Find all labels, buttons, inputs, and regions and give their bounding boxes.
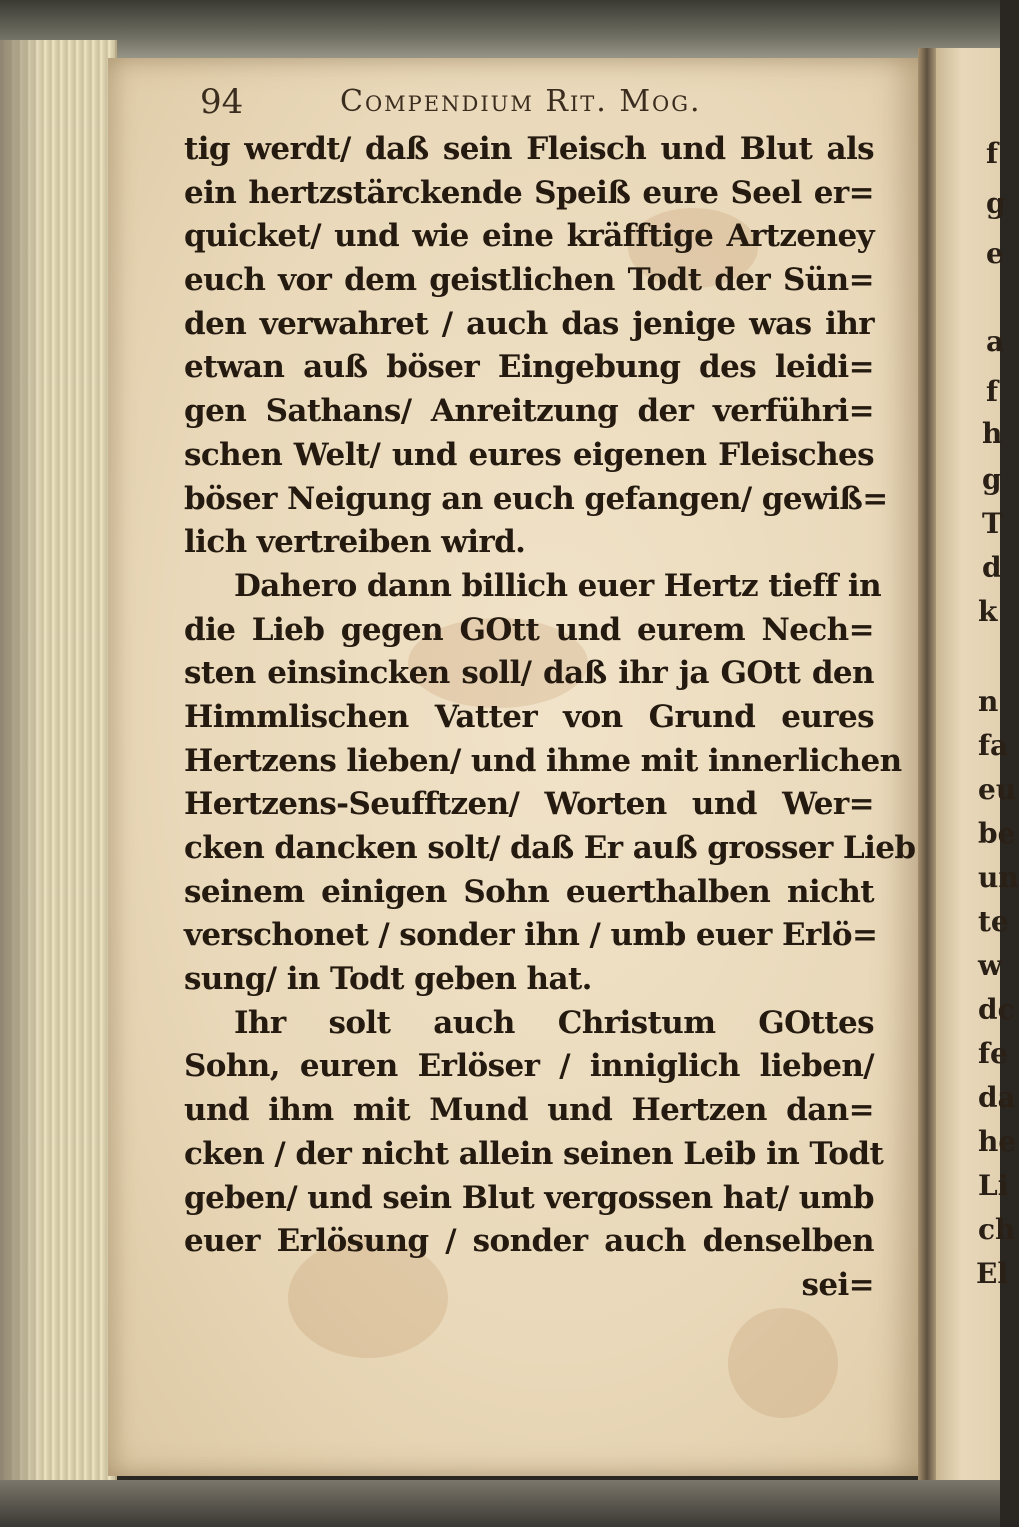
facing-page-fragment: a [986, 325, 1005, 358]
facing-page [936, 48, 1019, 1488]
text-line: Sohn, euren Erlöser / inniglich lieben/ [184, 1048, 874, 1085]
text-line: Himmlischen Vatter von Grund eures [184, 698, 874, 735]
facing-page-fragment: un [978, 861, 1019, 894]
facing-page-fragment: g [986, 187, 1006, 220]
text-line: geben/ und sein Blut vergossen hat/ umb [184, 1179, 874, 1216]
facing-page-fragment: da [978, 1081, 1016, 1114]
facing-page-fragment: fe [978, 1037, 1008, 1070]
facing-page-fragment: f [986, 375, 999, 408]
facing-page-fragment: fa [978, 729, 1009, 762]
text-line: ein hertzstärckende Speiß eure Seel er= [184, 174, 874, 211]
facing-page-fragment: ch [978, 1213, 1016, 1246]
body-text [184, 128, 916, 1308]
book-gutter [918, 48, 938, 1488]
book-cover-top [0, 0, 1000, 60]
text-line: cken dancken solt/ daß Er auß grosser Lieb [184, 830, 916, 866]
running-head: Compendium Rit. Mog. [340, 84, 702, 119]
text-line: seinem einigen Sohn euerthalben nicht [184, 873, 874, 910]
text-line: euer Erlösung / sonder auch denselben [184, 1223, 874, 1260]
catchword: sei= [801, 1266, 874, 1303]
text-line: gen Sathans/ Anreitzung der verführi= [184, 393, 874, 430]
text-line: böser Neigung an euch gefangen/ gewiß= [184, 480, 888, 517]
text-line: die Lieb gegen GOtt und eurem Nech= [184, 611, 874, 648]
spine-shadow [0, 40, 40, 1500]
text-line: euch vor dem geistlichen Todt der Sün= [184, 262, 874, 299]
text-line: sung/ in Todt geben hat. [184, 961, 592, 998]
facing-page-fragment: El [976, 1257, 1008, 1290]
facing-page-fragment: k [978, 595, 998, 628]
text-line: Hertzens-Seufftzen/ Worten und Wer= [184, 786, 874, 823]
facing-page-fragment: te [978, 905, 1009, 938]
page-header [200, 82, 920, 122]
facing-page-fragment: dc [978, 993, 1015, 1026]
facing-page-fragment: h [982, 417, 1003, 450]
foxing-stain [728, 1308, 838, 1418]
facing-page-fragment: g [982, 463, 1002, 496]
facing-page-fragment: w [978, 949, 1003, 982]
text-line: schen Welt/ und eures eigenen Fleisches [184, 436, 874, 473]
text-line: verschonet / sonder ihn / umb euer Erlö= [184, 917, 878, 954]
facing-page-fragment: he [978, 1125, 1017, 1158]
text-line: sten einsincken soll/ daß ihr ja GOtt den [184, 655, 874, 692]
book-bottom-edge [0, 1480, 1000, 1527]
text-line: tig werdt/ daß sein Fleisch und Blut als [184, 131, 874, 167]
facing-page-fragment: eu [978, 773, 1017, 806]
facing-page-fragment: T [982, 507, 1003, 540]
facing-page-fragment: d [982, 551, 1002, 584]
facing-page-fragment: Li [978, 1169, 1009, 1202]
page-number: 94 [200, 82, 244, 122]
facing-page-fragment: be [978, 817, 1016, 850]
paragraph-start-line: Dahero dann billich euer Hertz tieff in [234, 567, 882, 604]
text-line: und ihm mit Mund und Hertzen dan= [184, 1092, 874, 1129]
facing-page-fragment: e [986, 237, 1004, 270]
text-line: den verwahret / auch das jenige was ihr [184, 305, 874, 342]
facing-page-fragment: n [978, 685, 999, 718]
paragraph-start-line: Ihr solt auch Christum GOttes [234, 1004, 874, 1041]
facing-page-fragment: f [986, 137, 999, 170]
text-line: cken / der nicht allein seinen Leib in Todt [184, 1135, 884, 1172]
text-line: etwan auß böser Eingebung des leidi= [184, 349, 874, 386]
text-line: Hertzens lieben/ und ihme mit innerlichen [184, 742, 902, 779]
text-line: lich vertreiben wird. [184, 524, 526, 561]
text-line: quicket/ und wie eine kräfftige Artzeney [184, 218, 874, 255]
